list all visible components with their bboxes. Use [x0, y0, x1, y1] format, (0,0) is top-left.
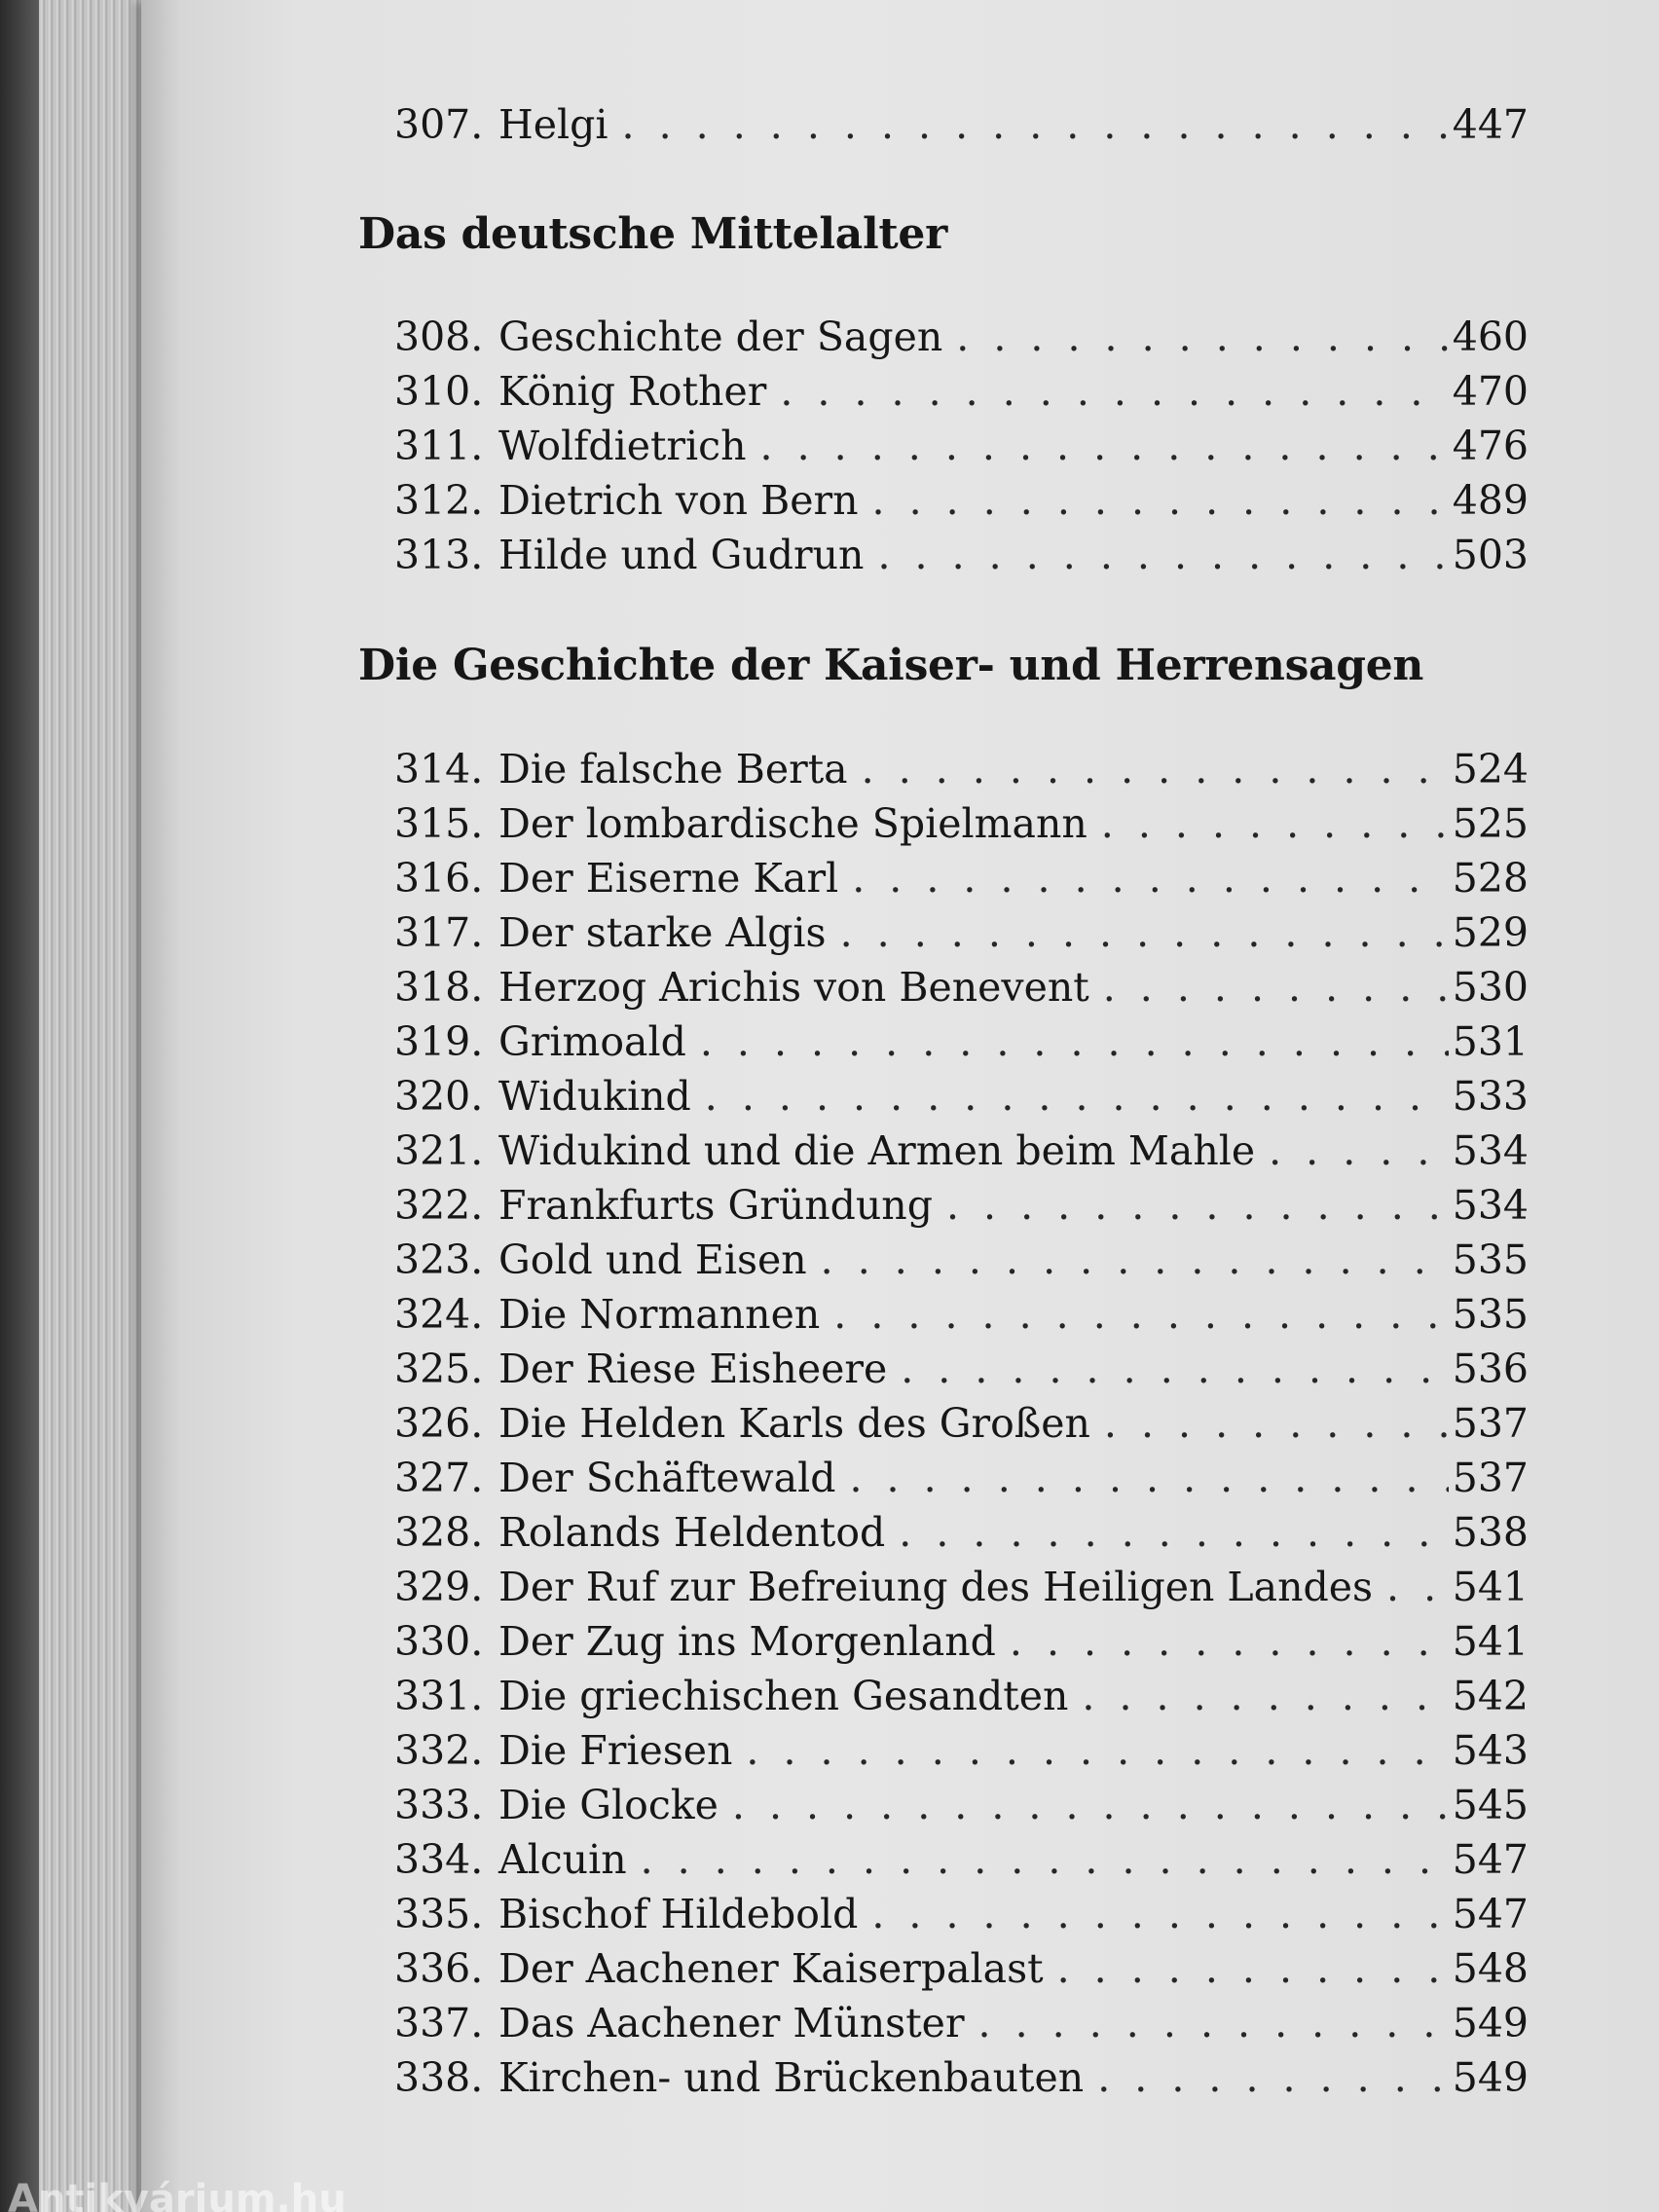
dot-leader [1097, 2050, 1449, 2105]
entry-title: Der Eiserne Karl [498, 855, 839, 902]
entry-page: 534 [1452, 1182, 1529, 1229]
toc-entry [394, 2050, 1529, 2105]
entry-title: Helgi [498, 101, 608, 148]
toc-entry [394, 851, 1529, 905]
section-heading: Die Geschichte der Kaiser- und Herrensagen [358, 641, 1424, 690]
entry-number: 328. [394, 1509, 484, 1556]
entry-title: Frankfurts Gründung [498, 1182, 933, 1229]
entry-number: 323. [394, 1236, 484, 1283]
entry-title: Der lombardische Spielmann [498, 800, 1088, 847]
dot-leader [705, 1069, 1449, 1124]
dot-leader [840, 905, 1449, 960]
entry-title: Alcuin [498, 1836, 627, 1883]
entry-title: Wolfdietrich [498, 423, 747, 469]
entry-title: Widukind [498, 1073, 691, 1120]
toc-entry [394, 1014, 1529, 1069]
entry-number: 318. [394, 964, 484, 1011]
entry-page: 548 [1452, 1945, 1529, 1992]
entry-page: 542 [1452, 1673, 1529, 1719]
entry-number: 310. [394, 368, 484, 415]
entry-page: 529 [1452, 909, 1529, 956]
entry-title: Die falsche Berta [498, 746, 848, 793]
dot-leader [956, 310, 1448, 364]
toc-entry [394, 1614, 1529, 1669]
entry-title: Die griechischen Gesandten [498, 1673, 1069, 1719]
toc-entry [394, 1396, 1529, 1451]
toc-entry [394, 1233, 1529, 1287]
toc-entry [394, 1996, 1529, 2050]
dot-leader [641, 1832, 1449, 1887]
entry-page: 531 [1452, 1018, 1529, 1065]
entry-number: 315. [394, 800, 484, 847]
entry-title: Der Aachener Kaiserpalast [498, 1945, 1044, 1992]
entry-page: 547 [1452, 1891, 1529, 1937]
dot-leader [833, 1287, 1448, 1342]
dot-leader [899, 1505, 1448, 1560]
entry-title: Der starke Algis [498, 909, 827, 956]
entry-page: 534 [1452, 1127, 1529, 1174]
entry-title: Grimoald [498, 1018, 686, 1065]
entry-number: 307. [394, 101, 484, 148]
entry-title: Kirchen- und Brückenbauten [498, 2054, 1085, 2101]
dot-leader [871, 1887, 1448, 1941]
entry-title: König Rother [498, 368, 767, 415]
entry-number: 319. [394, 1018, 484, 1065]
entry-page: 535 [1452, 1291, 1529, 1338]
entry-title: Die Helden Karls des Großen [498, 1400, 1090, 1447]
section-heading: Das deutsche Mittelalter [358, 209, 947, 259]
entry-title: Der Riese Eisheere [498, 1346, 888, 1392]
entry-page: 530 [1452, 964, 1529, 1011]
entry-page: 470 [1452, 368, 1529, 415]
dot-leader [852, 851, 1449, 905]
toc-entry [394, 1342, 1529, 1396]
dot-leader [978, 1996, 1449, 2050]
entry-page: 528 [1452, 855, 1529, 902]
entry-page: 503 [1452, 532, 1529, 578]
toc-entry [394, 1560, 1529, 1614]
toc-entry [394, 1505, 1529, 1560]
entry-page: 447 [1452, 101, 1529, 148]
entry-number: 334. [394, 1836, 484, 1883]
entry-page: 541 [1452, 1564, 1529, 1610]
entry-title: Das Aachener Münster [498, 2000, 965, 2046]
entry-number: 332. [394, 1727, 484, 1774]
toc-entry [394, 905, 1529, 960]
entry-number: 330. [394, 1618, 484, 1665]
toc-entry [394, 1887, 1529, 1941]
entry-number: 321. [394, 1127, 484, 1174]
dot-leader [1057, 1941, 1449, 1996]
entry-title: Die Friesen [498, 1727, 733, 1774]
entry-page: 549 [1452, 2000, 1529, 2046]
entry-number: 317. [394, 909, 484, 956]
toc-entry [394, 796, 1529, 851]
toc-entry [394, 97, 1529, 152]
entry-number: 320. [394, 1073, 484, 1120]
entry-number: 331. [394, 1673, 484, 1719]
entry-title: Widukind und die Armen beim Mahle [498, 1127, 1256, 1174]
toc-entry [394, 364, 1529, 419]
entry-number: 333. [394, 1782, 484, 1828]
entry-title: Der Ruf zur Befreiung des Heiligen Landes [498, 1564, 1374, 1610]
entry-page: 525 [1452, 800, 1529, 847]
toc-entry [394, 1669, 1529, 1723]
entry-page: 537 [1452, 1400, 1529, 1447]
toc-entry [394, 1178, 1529, 1233]
dot-leader [1103, 960, 1449, 1014]
entry-page: 524 [1452, 746, 1529, 793]
entry-number: 325. [394, 1346, 484, 1392]
dot-leader [732, 1778, 1449, 1832]
toc-entry [394, 1287, 1529, 1342]
entry-number: 327. [394, 1455, 484, 1501]
entry-page: 543 [1452, 1727, 1529, 1774]
toc-entry [394, 419, 1529, 473]
entry-number: 324. [394, 1291, 484, 1338]
entry-number: 313. [394, 532, 484, 578]
toc-entry [394, 310, 1529, 364]
toc-entry [394, 960, 1529, 1014]
entry-title: Hilde und Gudrun [498, 532, 865, 578]
toc-entry [394, 1832, 1529, 1887]
toc-entry [394, 742, 1529, 796]
dot-leader [700, 1014, 1449, 1069]
toc-entry [394, 1723, 1529, 1778]
entry-title: Der Schäftewald [498, 1455, 836, 1501]
entry-page: 537 [1452, 1455, 1529, 1501]
entry-number: 337. [394, 2000, 484, 2046]
dot-leader [946, 1178, 1449, 1233]
toc-entry [394, 1124, 1529, 1178]
entry-number: 316. [394, 855, 484, 902]
entry-number: 336. [394, 1945, 484, 1992]
entry-page: 476 [1452, 423, 1529, 469]
entry-number: 326. [394, 1400, 484, 1447]
entry-page: 538 [1452, 1509, 1529, 1556]
dot-leader [1010, 1614, 1449, 1669]
entry-page: 535 [1452, 1236, 1529, 1283]
entry-title: Die Normannen [498, 1291, 821, 1338]
toc-entry [394, 1451, 1529, 1505]
entry-page: 545 [1452, 1782, 1529, 1828]
toc-entry [394, 1941, 1529, 1996]
entry-page: 541 [1452, 1618, 1529, 1665]
entry-number: 308. [394, 313, 484, 360]
dot-leader [1082, 1669, 1448, 1723]
dot-leader [1101, 796, 1449, 851]
dot-leader [849, 1451, 1448, 1505]
entry-number: 312. [394, 477, 484, 524]
entry-page: 489 [1452, 477, 1529, 524]
watermark: Antikvárium.hu [8, 2177, 347, 2212]
dot-leader [901, 1342, 1449, 1396]
toc-entry [394, 473, 1529, 528]
entry-title: Geschichte der Sagen [498, 313, 943, 360]
dot-leader [746, 1723, 1448, 1778]
dot-leader [1269, 1124, 1449, 1178]
dot-leader [877, 528, 1448, 582]
entry-title: Bischof Hildebold [498, 1891, 859, 1937]
dot-leader [780, 364, 1448, 419]
entry-title: Die Glocke [498, 1782, 719, 1828]
entry-number: 322. [394, 1182, 484, 1229]
dot-leader [821, 1233, 1449, 1287]
entry-title: Herzog Arichis von Benevent [498, 964, 1089, 1011]
entry-page: 549 [1452, 2054, 1529, 2101]
entry-page: 460 [1452, 313, 1529, 360]
dot-leader [760, 419, 1449, 473]
entry-number: 311. [394, 423, 484, 469]
dot-leader [622, 97, 1449, 152]
entry-page: 547 [1452, 1836, 1529, 1883]
entry-title: Der Zug ins Morgenland [498, 1618, 996, 1665]
dot-leader [1386, 1560, 1449, 1614]
toc-entry [394, 1778, 1529, 1832]
dot-leader [862, 742, 1449, 796]
entry-number: 335. [394, 1891, 484, 1937]
entry-number: 329. [394, 1564, 484, 1610]
entry-page: 533 [1452, 1073, 1529, 1120]
entry-page: 536 [1452, 1346, 1529, 1392]
entry-title: Dietrich von Bern [498, 477, 859, 524]
entry-number: 338. [394, 2054, 484, 2101]
entry-number: 314. [394, 746, 484, 793]
dot-leader [1104, 1396, 1449, 1451]
toc-entry [394, 528, 1529, 582]
dot-leader [872, 473, 1449, 528]
toc-entry [394, 1069, 1529, 1124]
entry-title: Rolands Heldentod [498, 1509, 886, 1556]
entry-title: Gold und Eisen [498, 1236, 807, 1283]
